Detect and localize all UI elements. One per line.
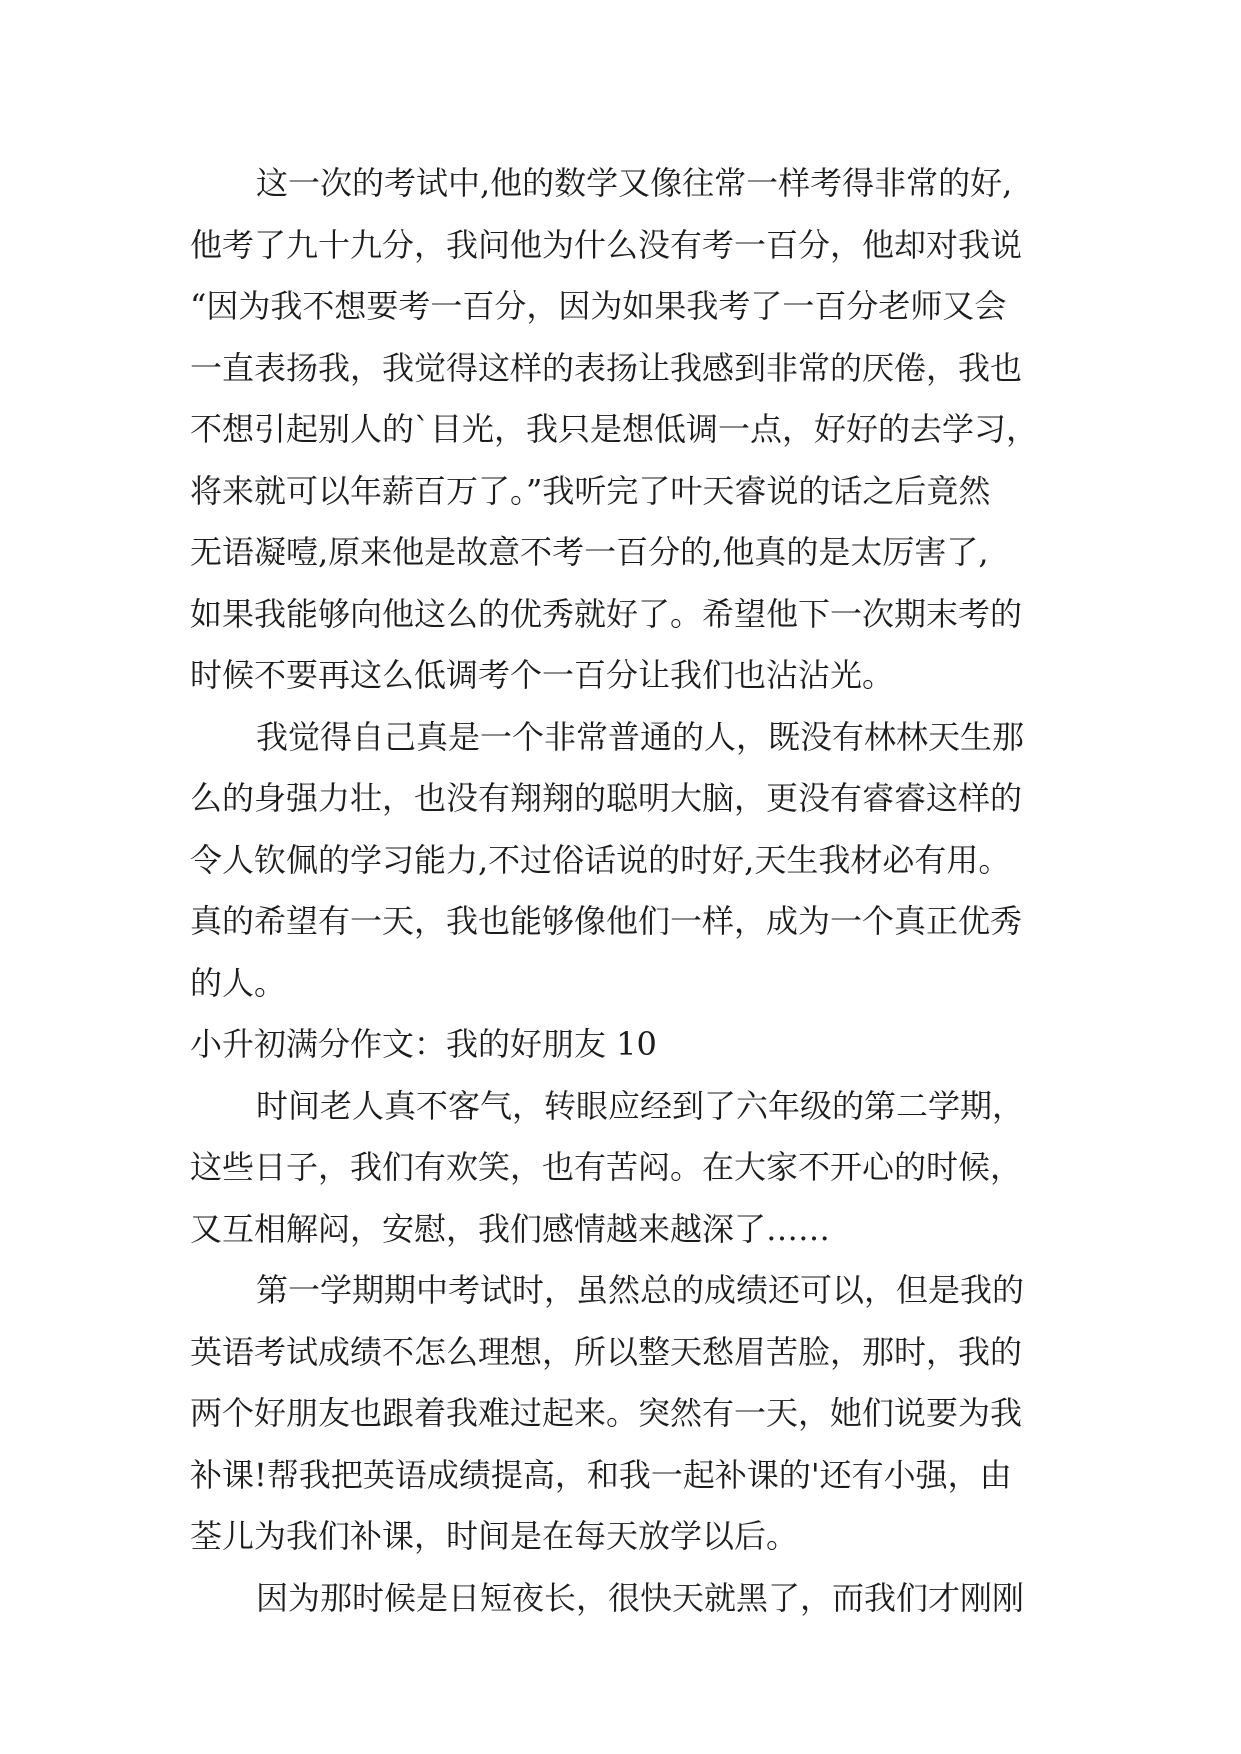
- paragraph-line-5: 不想引起别人的`目光，我只是想低调一点，好好的去学习，: [190, 410, 1039, 448]
- paragraph-line-3: “因为我不想要考一百分，因为如果我考了一百分老师又会: [190, 287, 1007, 325]
- paragraph-line-4: 一直表扬我，我觉得这样的表扬让我感到非常的厌倦，我也: [190, 348, 1023, 387]
- paragraph-line-11: 么的身强力壮，也没有翔翔的聪明大脑，更没有睿睿这样的: [190, 779, 1023, 817]
- paragraph-line-12: 令人钦佩的学习能力,不过俗话说的时好,天生我材必有用。: [190, 840, 1011, 879]
- paragraph-line-19: 英语考试成绩不怎么理想，所以整天愁眉苦脸，那时，我的: [190, 1332, 1023, 1371]
- paragraph-line-6: 将来就可以年薪百万了。”我听完了叶天睿说的话之后竟然: [190, 471, 991, 510]
- paragraph-line-2: 他考了九十九分，我问他为什么没有考一百分，他却对我说: [190, 225, 1023, 264]
- paragraph-line-1: 这一次的考试中,他的数学又像往常一样考得非常的好,: [256, 164, 1013, 202]
- essay-title: 小升初满分作文：我的好朋友 10: [190, 1025, 657, 1063]
- paragraph-line-20: 两个好朋友也跟着我难过起来。突然有一天，她们说要为我: [190, 1394, 1023, 1432]
- paragraph-line-10: 我觉得自己真是一个非常普通的人，既没有林林天生那: [256, 717, 1025, 756]
- paragraph-line-23: 因为那时候是日短夜长，很快天就黑了，而我们才刚刚: [256, 1578, 1025, 1617]
- paragraph-line-8: 如果我能够向他这么的优秀就好了。希望他下一次期末考的: [190, 594, 1023, 633]
- document-body: [190, 153, 1090, 1629]
- paragraph-line-18: 第一学期期中考试时，虽然总的成绩还可以，但是我的: [256, 1271, 1025, 1309]
- paragraph-line-14: 的人。: [190, 963, 287, 1002]
- paragraph-line-9: 时候不要再这么低调考个一百分让我们也沾沾光。: [190, 656, 895, 694]
- paragraph-line-7: 无语凝噎,原来他是故意不考一百分的,他真的是太厉害了,: [190, 533, 989, 571]
- paragraph-line-22: 荃儿为我们补课，时间是在每天放学以后。: [190, 1517, 799, 1555]
- paragraph-line-17: 又互相解闷，安慰，我们感情越来越深了……: [190, 1209, 831, 1248]
- paragraph-line-13: 真的希望有一天，我也能够像他们一样，成为一个真正优秀: [190, 902, 1023, 940]
- paragraph-line-21: 补课!帮我把英语成绩提高，和我一起补课的'还有小强，由: [190, 1455, 1012, 1494]
- paragraph-line-16: 这些日子，我们有欢笑，也有苦闷。在大家不开心的时候，: [190, 1148, 1023, 1186]
- paragraph-line-15: 时间老人真不客气，转眼应经到了六年级的第二学期，: [256, 1086, 1025, 1125]
